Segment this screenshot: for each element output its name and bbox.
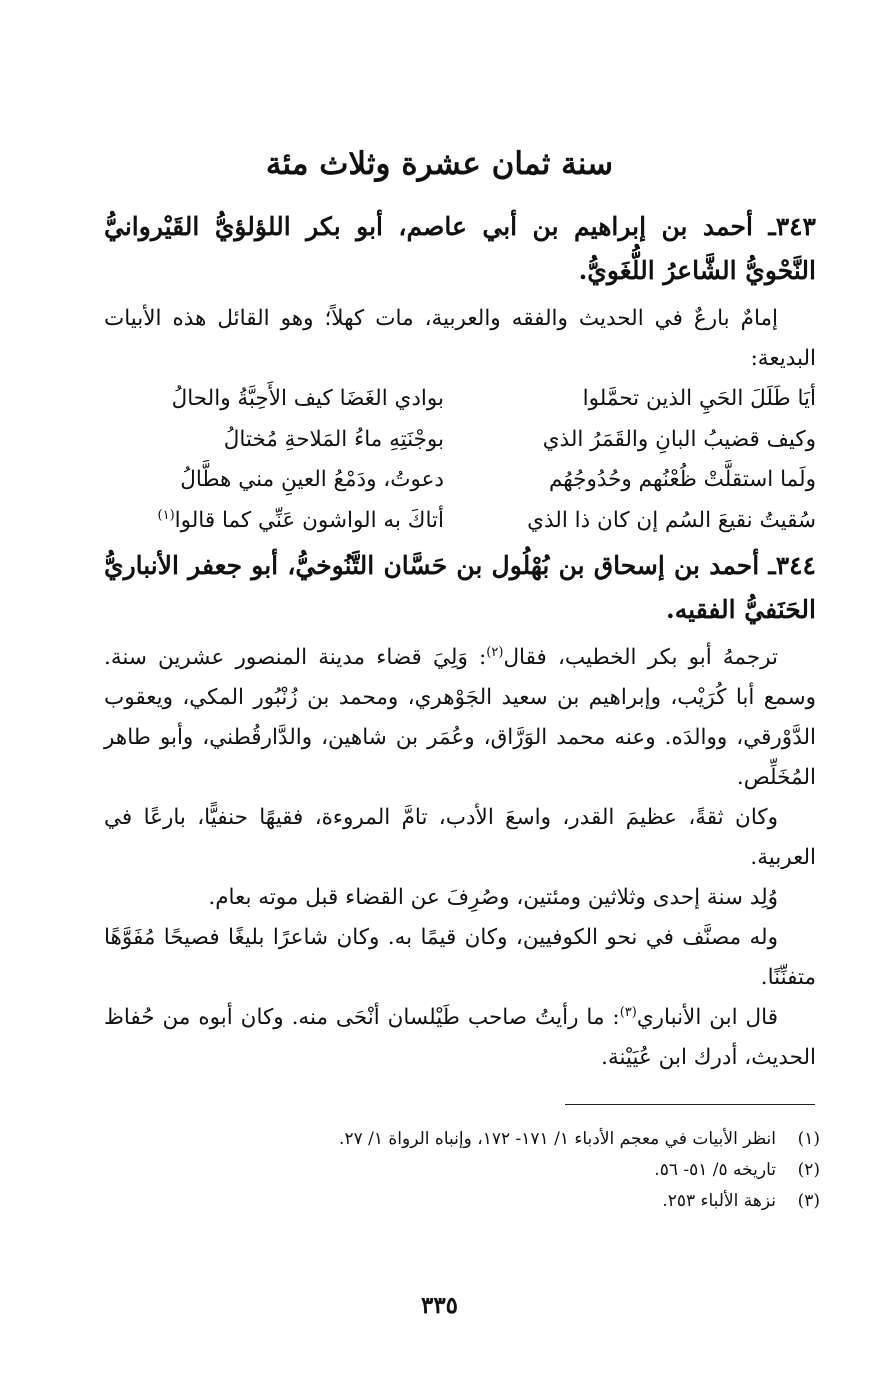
entry-paragraph: وله مصنَّف في نحو الكوفيين، وكان قيمًا به. وكان شاعرًا بليغًا فصيحًا مُفَوَّهًا متفنِّنًا. xyxy=(104,925,816,990)
footnote-ref: (١) xyxy=(157,507,175,523)
footnote xyxy=(104,1186,820,1217)
paragraph-text: : ما رأيتُ صاحب طَيْلسان أنْحَى منه. وكان أبوه من حُفاظ الحديث، أدرك ابن عُيَيْنة. xyxy=(104,1005,816,1070)
verse xyxy=(104,501,816,542)
entry-title: ٣٤٣ـ أحمد بن إبراهيم بن أبي عاصم، أبو بكر اللؤلؤيُّ القَيْروانيُّ النَّحْويُّ الشَّاعرُ اللُّغَويُّ. xyxy=(104,212,816,285)
page-number: ٣٣٥ xyxy=(420,1292,459,1319)
verse xyxy=(104,420,816,461)
verse-first-hemistich: ولَما استقلَّتْ ظُعْنُهم وحُدُوجُهُم xyxy=(548,467,816,492)
verse-first-hemistich: أيَا طَلَلَ الحَيِ الذين تحمَّلوا xyxy=(582,386,816,411)
footnote-text: تاريخه ٥/ ٥١- ٥٦. xyxy=(654,1160,776,1180)
footnote xyxy=(104,1155,820,1186)
paragraph-text: : وَلِيَ قضاء مدينة المنصور عشرين سنة. وسمع أبا كُرَيْب، وإبراهيم بن سعيد الجَوْهري، ومحمد بن زُنْبُور المكي، ويعقوب الدَّوْرقي، ووالدَه. وعنه محمد الوَرَّاق، وعُمَر بن شاهين، والدَّارقُطني، وأبو طاهر المُخَلِّص. xyxy=(104,645,816,790)
entry-paragraph: وكان ثقةً، عظيمَ القدر، واسعَ الأدب، تامَّ المروءة، فقيهًا حنفيًّا، بارعًا في العربية. xyxy=(104,805,816,870)
verse-second-hemistich: بوجْنَتِهِ ماءُ المَلاحةِ مُختالُ xyxy=(223,426,444,452)
verse-text: أتاكَ به الواشون عَنِّي كما قالوا xyxy=(174,507,444,533)
footnote-ref: (٢) xyxy=(486,644,504,660)
entry-paragraph xyxy=(104,998,816,1078)
chapter-title: سنة ثمان عشرة وثلاث مئة xyxy=(265,146,614,182)
entry-paragraph xyxy=(104,638,816,798)
footnote xyxy=(104,1124,820,1155)
verse-second-hemistich xyxy=(104,501,444,542)
footnote-number: (١) xyxy=(797,1129,820,1149)
entry-paragraph: وُلِد سنة إحدى وثلاثين ومئتين، وصُرِفَ عن القضاء قبل موته بعام. xyxy=(208,885,778,910)
footnotes xyxy=(104,1124,820,1217)
verse-second-hemistich: بوادي الغَضَا كيف الأَحِبَّةُ والحالُ xyxy=(171,386,444,411)
verse-first-hemistich: سُقيتُ نقيعَ السُم إن كان ذا الذي xyxy=(527,507,816,533)
footnote-text: نزهة الألباء ٢٥٣. xyxy=(662,1191,776,1211)
footnote-text: انظر الأبيات في معجم الأدباء ١/ ١٧١- ١٧٢، وإنباه الرواة ١/ ٢٧. xyxy=(339,1129,776,1149)
entry-title: ٣٤٤ـ أحمد بن إسحاق بن بُهْلُول بن حَسَّان التَّنُوخيُّ، أبو جعفر الأنباريُّ الحَنَفيُّ الفقيه. xyxy=(104,551,816,624)
verse xyxy=(104,379,816,420)
paragraph-text: ترجمهُ أبو بكر الخطيب، فقال xyxy=(503,645,778,670)
poem xyxy=(104,379,816,541)
verse xyxy=(104,460,816,501)
paragraph-text: قال ابن الأنباري xyxy=(636,1005,778,1030)
entry-343 xyxy=(104,205,816,541)
footnote-divider xyxy=(565,1104,815,1105)
verse-second-hemistich: دعوتُ، ودَمْعُ العينِ مني هطَّالُ xyxy=(180,467,444,492)
verse-first-hemistich: وكيف قضيبُ البانِ والقَمَرُ الذي xyxy=(542,426,816,452)
entry-344 xyxy=(104,544,816,1078)
footnote-number: (٣) xyxy=(797,1191,820,1211)
footnote-ref: (٣) xyxy=(619,1004,637,1020)
footnote-number: (٢) xyxy=(797,1160,820,1180)
entry-paragraph: إمامٌ بارعٌ في الحديث والفقه والعربية، مات كهلاً؛ وهو القائل هذه الأبيات البديعة: xyxy=(104,306,816,371)
